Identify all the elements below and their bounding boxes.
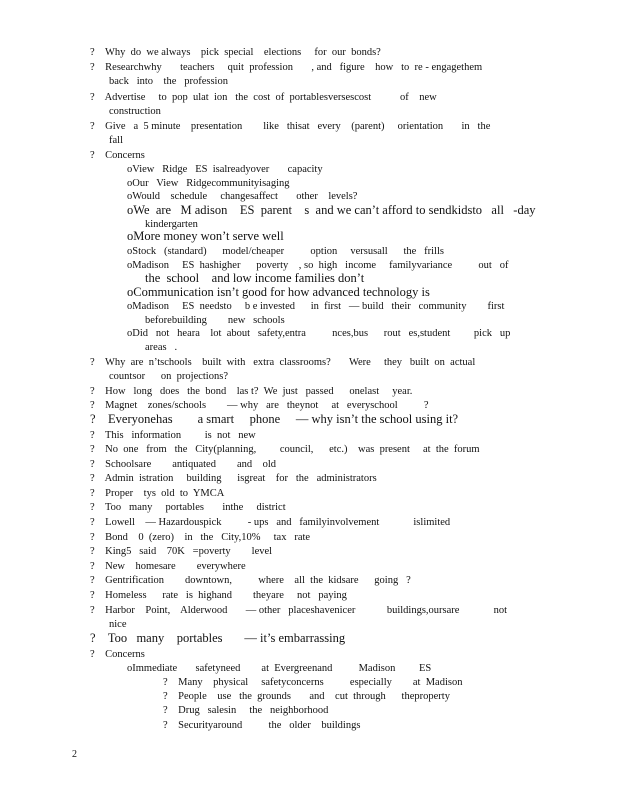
text-line: ? Magnet zones/schools — why are theynot at everyschool ? (90, 400, 429, 411)
text-line: the school and low income families don’t (145, 271, 365, 285)
text-line: ? Too many portables inthe district (90, 502, 286, 513)
text-line: ? People use the grounds and cut through theproperty (163, 691, 450, 702)
text-line: ? Too many portables — it’s embarrassing (90, 631, 346, 645)
text-line: oWould schedule changesaffect other levels? (127, 191, 358, 202)
text-line: beforebuilding new schools (145, 315, 285, 326)
text-line: ? How long does the bond las t? We just passed onelast year. (90, 386, 413, 397)
text-line: countsor on projections? (109, 371, 228, 382)
text-line: ? Admin istration building isgreat for the administrators (90, 473, 377, 484)
text-line: ? Concerns (90, 649, 145, 660)
text-line: nice (109, 619, 127, 630)
text-line: ? Securityaround the older buildings (163, 720, 361, 731)
text-line: ? Gentrification downtown, where all the kidsare going ? (90, 575, 411, 586)
text-line: ? Proper tys old to YMCA (90, 488, 225, 499)
text-line: ? Homeless rate is highand theyare not paying (90, 590, 347, 601)
text-line: ? Why do we always pick special elections for our bonds? (90, 47, 381, 58)
text-line: construction (109, 106, 161, 117)
text-line: ? No one from the City(planning, council, etc.) was present at the forum (90, 444, 480, 455)
text-line: areas . (145, 342, 178, 353)
text-line: oView Ridge ES isalreadyover capacity (127, 164, 323, 175)
text-line: oCommunication isn’t good for how advanced technology is (127, 285, 430, 299)
text-line: kindergarten (145, 219, 198, 230)
text-line: ? Researchwhy teachers quit profession , and figure how to re - engagethem (90, 62, 483, 73)
text-line: ? Schoolsare antiquated and old (90, 459, 277, 470)
text-line: ? Advertise to pop ulat ion the cost of portablesversescost of new (90, 92, 437, 103)
text-line: ? Give a 5 minute presentation like thisat every (parent) orientation in the (90, 121, 491, 132)
page-number: 2 (72, 749, 77, 760)
text-line: oDid not heara lot about safety,entra nces,bus rout es,student pick up (127, 328, 511, 339)
text-line: fall (109, 135, 123, 146)
text-line: oMadison ES needsto b e invested in first — build their community first (127, 301, 505, 312)
text-line: ? Drug salesin the neighborhood (163, 705, 329, 716)
text-line: oMadison ES hashigher poverty , so high income familyvariance out of (127, 260, 509, 271)
text-line: ? This information is not new (90, 430, 256, 441)
text-line: ? New homesare everywhere (90, 561, 246, 572)
text-line: ? Bond 0 (zero) in the City,10% tax rate (90, 532, 311, 543)
text-line: oStock (standard) model/cheaper option versusall the frills (127, 246, 444, 257)
text-line: back into the profession (109, 76, 228, 87)
text-line: ? Lowell — Hazardouspick - ups and familyinvolvement islimited (90, 517, 451, 528)
text-line: ? Everyonehas a smart phone — why isn’t the school using it? (90, 412, 459, 426)
text-line: oImmediate safetyneed at Evergreenand Madison ES (127, 663, 432, 674)
text-line: ? King5 said 70K =poverty level (90, 546, 273, 557)
text-line: oMore money won’t serve well (127, 229, 284, 243)
text-line: ? Many physical safetyconcerns especially at Madison (163, 677, 463, 688)
text-line: ? Concerns (90, 150, 145, 161)
text-line: oOur View Ridgecommunityisaging (127, 178, 290, 189)
text-line: ? Why are n’tschools built with extra classrooms? Were they built on actual (90, 357, 476, 368)
text-line: ? Harbor Point, Alderwood — other placeshavenicer buildings,oursare not (90, 605, 508, 616)
text-line: oWe are M adison ES parent s and we can’t afford to sendkidsto all -day (127, 203, 536, 217)
